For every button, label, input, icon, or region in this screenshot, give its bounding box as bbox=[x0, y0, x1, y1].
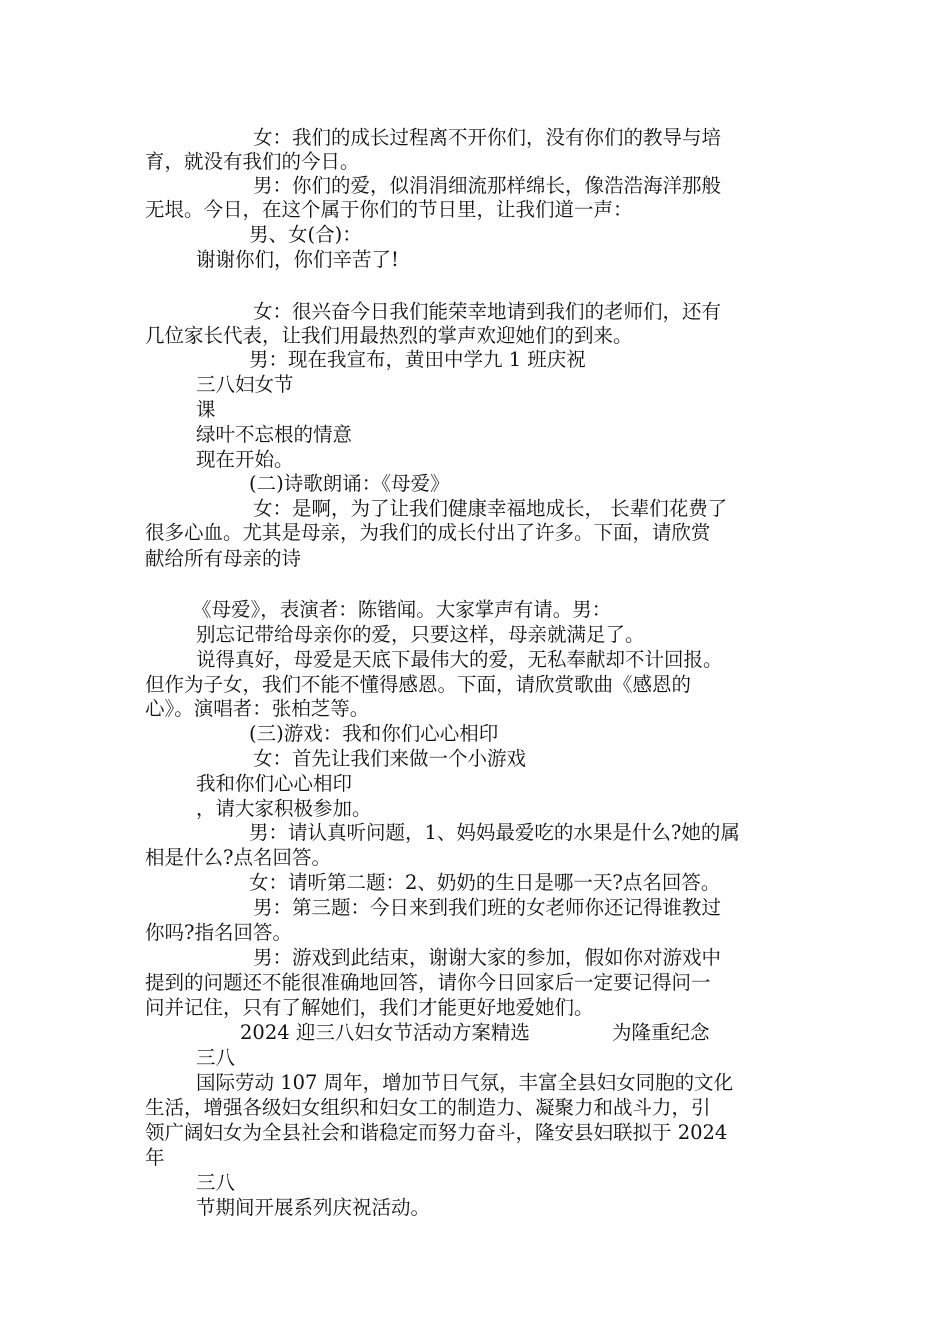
text-line: 男：你们的爱，似涓涓细流那样绵长，像浩浩海洋那般 bbox=[253, 174, 722, 197]
text-line: 现在开始。 bbox=[196, 448, 294, 471]
text-line: 课 bbox=[196, 398, 216, 421]
text-line: 育，就没有我们的今日。 bbox=[145, 150, 360, 173]
text-line: 你吗?指名回答。 bbox=[145, 921, 292, 944]
text-line: 女：首先让我们来做一个小游戏 bbox=[253, 747, 527, 770]
text-line: 相是什么?点名回答。 bbox=[145, 846, 331, 869]
text-line: 几位家长代表，让我们用最热烈的掌声欢迎她们的到来。 bbox=[145, 324, 633, 347]
text-line: 女：很兴奋今日我们能荣幸地请到我们的老师们，还有 bbox=[253, 300, 722, 323]
text-line: 无垠。今日，在这个属于你们的节日里，让我们道一声： bbox=[145, 198, 633, 221]
text-line: ，请大家积极参加。 bbox=[196, 797, 372, 820]
text-line: 谢谢你们，你们辛苦了! bbox=[196, 248, 399, 271]
text-line: 女：请听第二题：2、奶奶的生日是哪一天?点名回答。 bbox=[249, 871, 721, 894]
text-line: 心》。演唱者：张柏芝等。 bbox=[145, 697, 370, 720]
text-line: 提到的问题还不能很准确地回答，请你今日回家后一定要记得问一 bbox=[145, 971, 711, 994]
text-line: 说得真好，母爱是天底下最伟大的爱，无私奉献却不计回报。 bbox=[196, 648, 723, 671]
text-line: 为隆重纪念 bbox=[612, 1021, 710, 1044]
text-line: 节期间开展系列庆祝活动。 bbox=[196, 1196, 431, 1219]
text-line: 男：请认真听问题，1、妈妈最爱吃的水果是什么?她的属 bbox=[249, 821, 740, 844]
text-line: 领广阔妇女为全县社会和谐稳定而努力奋斗，隆安县妇联拟于 2024 bbox=[145, 1121, 728, 1144]
text-line: 我和你们心心相印 bbox=[196, 772, 353, 795]
text-line: 别忘记带给母亲你的爱，只要这样，母亲就满足了。 bbox=[196, 623, 645, 646]
article-heading: 2024 迎三八妇女节活动方案精选 bbox=[240, 1021, 530, 1044]
text-line: 男：游戏到此结束，谢谢大家的参加，假如你对游戏中 bbox=[253, 946, 722, 969]
text-line: 女：我们的成长过程离不开你们，没有你们的教导与培 bbox=[253, 126, 722, 149]
text-line: 男、女(合)： bbox=[249, 223, 362, 246]
text-line: 男：第三题：今日来到我们班的女老师你还记得谁教过 bbox=[253, 896, 722, 919]
text-line: 三八 bbox=[196, 1171, 236, 1194]
text-line: 献给所有母亲的诗 bbox=[145, 547, 302, 570]
section-heading: (三)游戏：我和你们心心相印 bbox=[249, 722, 499, 745]
text-line: 《母爱》，表演者：陈锴闻。大家掌声有请。男： bbox=[192, 598, 612, 621]
text-line: 很多心血。尤其是母亲，为我们的成长付出了许多。下面，请欣赏 bbox=[145, 521, 711, 544]
text-line: 国际劳动 107 周年，增加节日气氛，丰富全县妇女同胞的文化 bbox=[196, 1071, 734, 1094]
section-heading: (二)诗歌朗诵：《母爱》 bbox=[249, 472, 450, 495]
text-line: 三八 bbox=[196, 1046, 236, 1069]
text-line: 绿叶不忘根的情意 bbox=[196, 423, 353, 446]
text-line: 男：现在我宣布，黄田中学九 1 班庆祝 bbox=[249, 348, 586, 371]
text-line: 问并记住，只有了解她们，我们才能更好地爱她们。 bbox=[145, 996, 594, 1019]
text-line: 年 bbox=[145, 1146, 165, 1169]
text-line: 三八妇女节 bbox=[196, 373, 294, 396]
text-line: 女：是啊，为了让我们健康幸福地成长， 长辈们花费了 bbox=[253, 497, 728, 520]
text-line: 生活，增强各级妇女组织和妇女工的制造力、凝聚力和战斗力，引 bbox=[145, 1096, 711, 1119]
text-line: 但作为子女，我们不能不懂得感恩。下面，请欣赏歌曲《感恩的 bbox=[145, 673, 692, 696]
